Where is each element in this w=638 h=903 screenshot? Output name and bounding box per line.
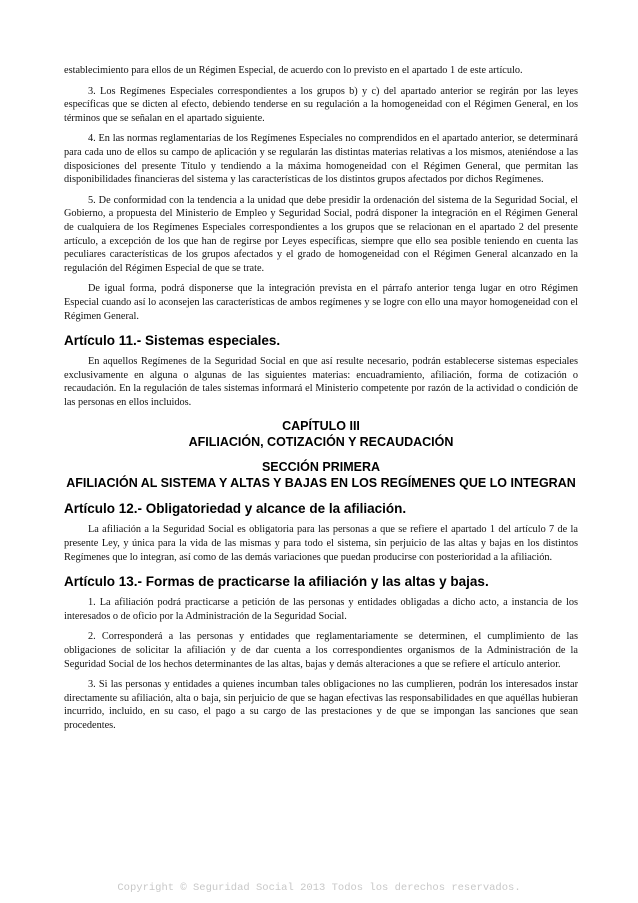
paragraph-10-4: 4. En las normas reglamentarias de los Regímenes Especiales no comprendidos en el apartado anterior, se determinará para cada uno de ellos su campo de aplicación y se regularán las distintas materias relativas a los mismos, ateniéndose a las disposiciones del presente Título y tendiendo a la máxima homogeneidad con el Régimen General, que permitan las disponibilidades financieras del sistema y las características de los distintos grupos afectados por dichos Regímenes.	[64, 133, 578, 186]
paragraph-10-5: 5. De conformidad con la tendencia a la unidad que debe presidir la ordenación del sistema de la Seguridad Social, el Gobierno, a propuesta del Ministerio de Empleo y Seguridad Social, podrá disponer la integración en el Régimen General de cualquiera de los Regímenes Especiales correspondientes a los grupos que se relacionan en el apartado 2 del presente artículo, a excepción de los que han de regirse por Leyes específicas, siempre que ello sea posible teniendo en cuenta las peculiares características de los grupos afectados y el grado de homogeneidad con el Régimen General alcanzado en la regulación del Régimen Especial de que se trate.	[64, 194, 578, 274]
article-13-paragraph-2: 2. Corresponderá a las personas y entidades que reglamentariamente se determinen, el cumplimiento de las obligaciones de solicitar la afiliación y de dar cuenta a los correspondientes organismos de la Administración de la Seguridad Social de los hechos determinantes de las altas, bajas y demás alteraciones a que se refiere el artículo anterior.	[64, 631, 578, 670]
article-13-paragraph-3: 3. Si las personas y entidades a quienes incumban tales obligaciones no las cumplieren, podrán los interesados instar directamente su afiliación, alta o baja, sin perjuicio de que se hagan efectivas las responsabilidades en que aquéllas hubieran incurrido, incluido, en su caso, el pago a su cargo de las prestaciones y de que se impongan las sanciones que sean procedentes.	[64, 679, 578, 731]
article-13-heading: Artículo 13.- Formas de practicarse la afiliación y las altas y bajas.	[64, 574, 489, 590]
section-heading	[64, 460, 578, 491]
article-12-text: La afiliación a la Seguridad Social es obligatoria para las personas a que se refiere el apartado 1 del artículo 7 de la presente Ley, y única para la vida de las mismas y para todo el sistema, sin perjuicio de las altas y bajas en los distintos Regímenes que lo integran, así como de las demás variaciones que puedan producirse con posterioridad a la afiliación.	[64, 524, 578, 563]
chapter-heading	[64, 419, 578, 450]
article-12-heading: Artículo 12.- Obligatoriedad y alcance de la afiliación.	[64, 501, 407, 517]
chapter-title: AFILIACIÓN, COTIZACIÓN Y RECAUDACIÓN	[188, 434, 454, 449]
paragraph-continuation: establecimiento para ellos de un Régimen Especial, de acuerdo con lo previsto en el apartado 1 de este artículo.	[64, 65, 523, 76]
section-label: SECCIÓN PRIMERA	[261, 460, 381, 475]
paragraph-10-3: 3. Los Regímenes Especiales correspondientes a los grupos b) y c) del apartado anterior se regirán por las leyes específicas que se dicten al efecto, debiendo tenderse en su regulación a la homogeneidad con el Régimen General, en los términos que se señalan en el apartado siguiente.	[64, 85, 578, 124]
section-title: AFILIACIÓN AL SISTEMA Y ALTAS Y BAJAS EN LOS REGÍMENES QUE LO INTEGRAN	[66, 475, 576, 490]
article-11-heading: Artículo 11.- Sistemas especiales.	[64, 333, 281, 349]
chapter-label: CAPÍTULO III	[282, 419, 360, 434]
article-11-text: En aquellos Regímenes de la Seguridad Social en que así resulte necesario, podrán establecerse sistemas especiales exclusivamente en alguna o algunas de las siguientes materias: encuadramiento, afiliación, forma de cotización o recaudación. En la regulación de tales sistemas informará el Ministerio competente por razón de la actividad o condición de las personas en ellos incluidos.	[64, 356, 578, 408]
copyright-footer: Copyright © Seguridad Social 2013 Todos los derechos reservados.	[117, 882, 521, 894]
paragraph-10-5-cont: De igual forma, podrá disponerse que la integración prevista en el párrafo anterior tenga lugar en otro Régimen Especial cuando así lo aconsejen las características de ambos regímenes y se logre con ello una mayor homogeneidad con el Régimen General.	[64, 283, 578, 322]
article-13-paragraph-1: 1. La afiliación podrá practicarse a petición de las personas y entidades obligadas a dicho acto, a instancia de los interesados o de oficio por la Administración de la Seguridad Social.	[64, 597, 578, 622]
